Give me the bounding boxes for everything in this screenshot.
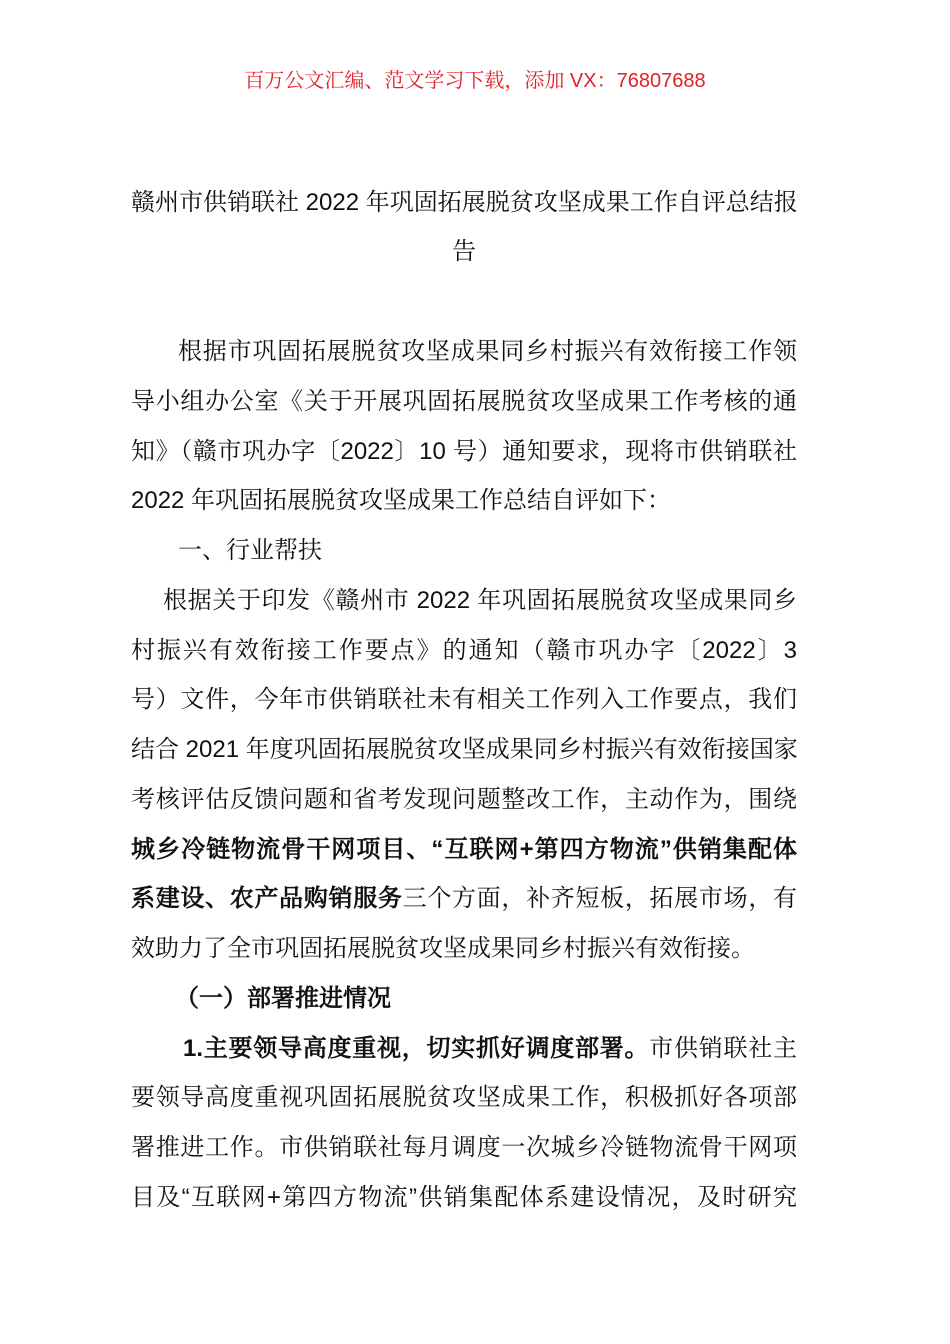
text: 一、行业帮扶 [178, 537, 322, 564]
body-line [131, 933, 797, 965]
document-title-line-1: 赣州市供销联社 2022 年巩固拓展脱贫攻坚成果工作自评总结报 [131, 189, 798, 216]
text: 效助力了全市巩固拓展脱贫攻坚成果同乡村振兴有效衔接。 [131, 935, 755, 962]
body-line [131, 883, 797, 915]
body-line [131, 1132, 797, 1164]
body-line [131, 436, 797, 468]
bold-text: 系建设、农产品购销服务 [131, 885, 403, 913]
body-line [178, 336, 797, 368]
text: 三个方面，补齐短板，拓展市场，有 [402, 885, 798, 913]
body-line [131, 1082, 797, 1114]
text: 结合 2021 年度巩固拓展脱贫攻坚成果同乡村振兴有效衔接国家 [131, 736, 798, 763]
bold-text: 城乡冷链物流骨干网项目、“互联网+第四方物流”供销集配体 [131, 835, 797, 863]
body-line [131, 784, 797, 816]
text: 要领导高度重视巩固拓展脱贫攻坚成果工作，积极抓好各项部 [131, 1084, 797, 1112]
text: 2022 年巩固拓展脱贫攻坚成果工作总结自评如下： [131, 487, 672, 515]
body-line [131, 684, 797, 716]
bold-text: 1.主要领导高度重视，切实抓好调度部署。 [183, 1034, 650, 1062]
text: 目及“互联网+第四方物流”供销集配体系建设情况，及时研究 [131, 1183, 797, 1211]
body-line [163, 585, 797, 617]
body-line [131, 834, 797, 866]
body-line [183, 1033, 797, 1065]
text: 知》（赣市巩办字〔2022〕10 号）通知要求，现将市供销联社 [131, 437, 797, 465]
body-line [175, 983, 797, 1015]
body-line [131, 635, 797, 667]
body-line [178, 535, 797, 567]
text: 根据关于印发《赣州市 2022 年巩固拓展脱贫攻坚成果同乡 [163, 586, 797, 614]
text: 考核评估反馈问题和省考发现问题整改工作，主动作为，围绕 [131, 785, 797, 813]
text: 市供销联社主 [649, 1034, 798, 1062]
text: 导小组办公室《关于开展巩固拓展脱贫攻坚成果工作考核的通 [131, 387, 797, 415]
text: 号）文件，今年市供销联社未有相关工作列入工作要点，我们 [131, 686, 797, 714]
text: 村振兴有效衔接工作要点》的通知（赣市巩办字〔2022〕3 [131, 636, 797, 664]
text: 署推进工作。市供销联社每月调度一次城乡冷链物流骨干网项 [131, 1134, 797, 1161]
document-title-line-2: 告 [452, 238, 476, 265]
bold-text: （一）部署推进情况 [175, 984, 391, 1012]
watermark-header: 百万公文汇编、范文学习下载，添加 VX：76807688 [244, 70, 706, 92]
body-line [131, 734, 797, 766]
body-line [131, 485, 797, 517]
body-line [131, 386, 797, 418]
body-line [131, 1182, 797, 1214]
text: 根据市巩固拓展脱贫攻坚成果同乡村振兴有效衔接工作领 [178, 338, 797, 365]
